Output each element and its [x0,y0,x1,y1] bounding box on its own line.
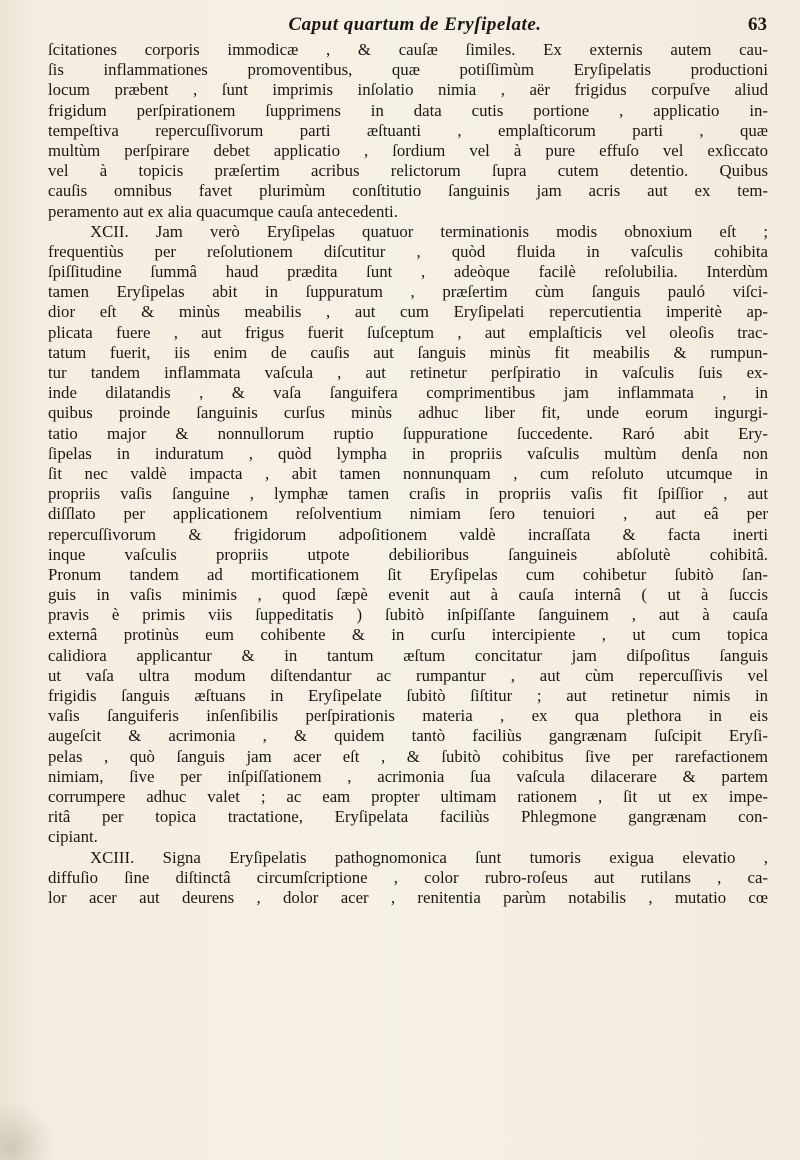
text-line: augeſcit & acrimonia , & quidem tantò faciliùs gangrænam ſuſcipit Eryſi- [48,726,768,746]
page-number: 63 [748,14,767,35]
text-line: vel à topicis præſertim acribus relictorum ſupra cutem detentio. Quibus [48,161,768,181]
text-line: frigidum perſpirationem ſupprimens in data cutis portione , applicatio in- [48,100,768,120]
text-line: lor acer aut deurens , dolor acer , renitentia parùm notabilis , mutatio cœ [48,887,768,907]
text-line: multùm perſpirare debet applicatio , ſordium vel à pure effuſo vel exſiccato [48,140,768,160]
text-line: ſcitationes corporis immodicæ , & cauſæ ſimiles. Ex externis autem cau- [48,40,768,59]
text-line: tur tandem inflammata vaſcula , aut retinetur perſpiratio in vaſculis ſuis ex- [48,363,768,382]
running-title: Caput quartum de Eryſipelate. [288,14,542,35]
text-line: pelas , quò ſanguis jam acer eſt , & ſubitò cohibitus ſive per rarefactionem [48,746,768,766]
text-line: vaſis ſanguiferis inſenſibilis perſpirationis materia , ex qua plethora in eis [48,706,768,726]
text-line: externâ protinùs eum cohibente & in curſu intercipiente , ut cum topica [48,625,768,645]
text-line: dior eſt & minùs meabilis , aut cum Eryſipelati repercutientia imperitè ap- [48,302,768,322]
body-text [48,40,768,908]
text-line: ſpiſſitudine ſummâ haud prædita ſunt , adeòque facilè reſolubilia. Interdùm [48,262,768,282]
text-line: tamen Eryſipelas abit in ſuppuratum , præſertim cùm ſanguis pauló viſci- [48,282,768,302]
text-line: plicata fuere , aut frigus fuerit ſuſceptum , aut emplaſticis vel oleoſis trac- [48,322,768,342]
text-line: pravis è primis viis ſuppeditatis ) ſubitò inſpiſſante ſanguinem , aut à cauſa [48,605,768,625]
text-line: Pronum tandem ad mortificationem ſit Eryſipelas cum cohibetur ſubitò ſan- [48,564,768,584]
text-line: inque vaſculis propriis utpote debilioribus ſanguineis abſolutè cohibitâ. [48,544,768,564]
text-line: ſis inflammationes promoventibus, quæ potiſſimùm Eryſipelatis productioni [48,60,768,80]
text-line: locum præbent , ſunt imprimis inſolatio nimia , aër frigidus corpuſve aliud [48,80,768,100]
text-line: tempeſtiva repercuſſivorum parti æſtuanti , emplaſticorum parti , quæ [48,120,768,140]
text-line: cauſis omnibus favet plurimùm conſtitutio ſanguinis jam acris aut ex tem- [48,181,768,201]
text-line: cipiant. [48,827,98,847]
text-line: repercuſſivorum & frigidorum adpoſitionem valdè incraſſata & facta inerti [48,524,768,544]
text-line: ſit nec valdè impacta , abit tamen nonnunquam , cum reſoluto utcumque in [48,463,768,483]
text-line: ſipelas in induratum , quòd lympha in propriis vaſculis multùm denſa non [48,443,768,463]
text-line: peramento aut ex alia quacumque cauſa antecedenti. [48,201,398,221]
text-line: propriis vaſis ſanguine , lymphæ tamen craſis in propriis vaſis fit ſpiſſior , aut [48,484,768,504]
text-line: frigidis ſanguis æſtuans in Eryſipelate ſubitò ſiſtitur ; aut retinetur nimis in [48,686,768,705]
text-line: guis in vaſis minimis , quod ſæpè evenit aut à cauſa internâ ( ut à ſuccis [48,585,768,605]
text-line: calidiora applicantur & in tantum æſtum concitatur jam diſpoſitus ſanguis [48,645,768,665]
text-line: ritâ per topica tractatione, Eryſipelata faciliùs Phlegmone gangrænam con- [48,807,768,827]
paragraph-start-xcii: XCII. Jam verò Eryſipelas quatuor terminationis modis obnoxium eſt ; [90,221,768,241]
text-line: corrumpere adhuc valet ; ac eam propter ultimam rationem , ſit ut ex impe- [48,786,768,806]
paper-stain [0,1090,60,1160]
text-line: diſſlato per applicationem reſolventium nimiam ſero tenuiori , aut eâ per [48,504,768,524]
page-header [55,14,775,38]
text-line: nimiam, ſive per inſpiſſationem , acrimonia ſua vaſcula dilacerare & partem [48,766,768,786]
text-line: quibus proinde ſanguinis curſus minùs adhuc liber fit, unde eorum ingurgi- [48,403,768,423]
paragraph-start-xciii: XCIII. Signa Eryſipelatis pathognomonica ſunt tumoris exigua elevatio , [90,847,768,867]
text-line: diffuſio ſine diſtinctâ circumſcriptione , color rubro-roſeus aut rutilans , ca- [48,867,768,887]
text-line: tatum fuerit, iis enim de cauſis aut ſanguis minùs fit meabilis & rumpun- [48,342,768,362]
text-line: tatio major & nonnullorum ruptio ſuppuratione ſuccedente. Raró abit Ery- [48,423,768,443]
text-line: ut vaſa ultra modum diſtendantur ac rumpantur , aut cùm repercuſſivis vel [48,665,768,685]
text-line: inde dilatandis , & vaſa ſanguifera comprimentibus jam inflammata , in [48,383,768,403]
text-line: frequentiùs per reſolutionem diſcutitur , quòd fluida in vaſculis cohibita [48,241,768,261]
